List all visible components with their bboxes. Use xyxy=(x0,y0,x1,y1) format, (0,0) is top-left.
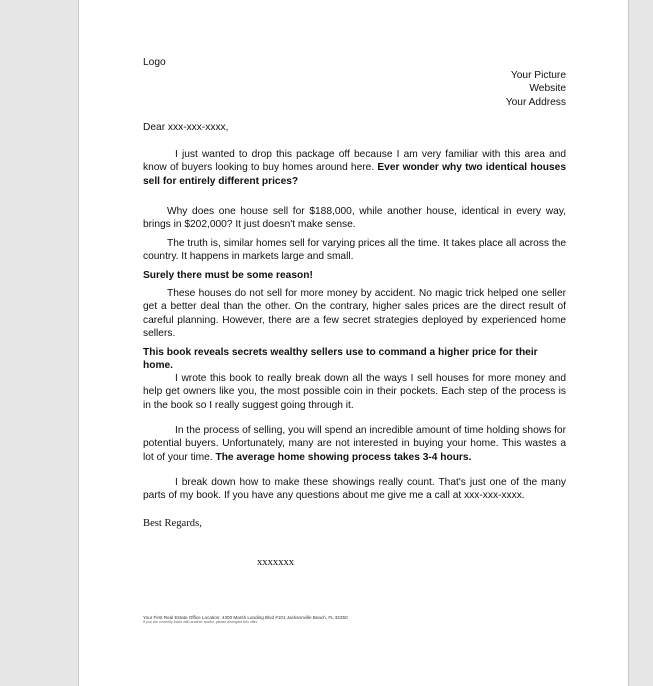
footer-office: Your First Real Estate Office Location: 4300 Marsh Landing Blvd #101 Jacksonville Beach, FL 32250 xyxy=(143,615,348,620)
document-page xyxy=(78,0,629,686)
paragraph-intro xyxy=(143,148,566,188)
paragraph-truth: The truth is, similar homes sell for varying prices all the time. It takes place all across the country. It happens in markets large and small. xyxy=(143,238,566,263)
paragraph-intro-bold: Ever wonder why two identical houses sell for entirely different prices? xyxy=(143,162,567,187)
paragraph-showings-text: In the process of selling, you will spend an incredible amount of time holding shows for potential buyers. Unfortunately, many are not interested in buying your home. This wastes a lot of your time. xyxy=(143,425,566,463)
heading-reason: Surely there must be some reason! xyxy=(143,270,313,281)
sender-picture: Your Picture xyxy=(510,70,566,81)
sender-block xyxy=(143,69,566,109)
paragraph-showings xyxy=(143,424,566,464)
paragraph-book: I wrote this book to really break down all the ways I sell houses for more money and help get owners like you, the most possible coin in their pockets. Each step of the process is in the book so I really suggest going through it. xyxy=(143,373,566,411)
logo-placeholder: Logo xyxy=(143,57,166,68)
paragraph-intro-text: I just wanted to drop this package off because I am very familiar with this area and know of buyers looking to buy homes around here. xyxy=(143,149,566,174)
footer xyxy=(143,615,566,626)
paragraph-strategies: These houses do not sell for more money by accident. No magic trick helped one seller get a better deal than the other. On the contrary, higher sales prices are the direct result of careful planning. However, there are a few secret strategies deployed by experienced home sellers. xyxy=(143,288,566,339)
closing: Best Regards, xyxy=(143,518,202,529)
footer-disclaimer: If you are currently listed with another realtor, please disregard this offer. xyxy=(143,620,258,625)
salutation: Dear xxx-xxx-xxxx, xyxy=(143,122,229,133)
paragraph-showings-bold: The average home showing process takes 3-4 hours. xyxy=(215,451,472,463)
heading-book: This book reveals secrets wealthy sellers use to command a higher price for their home. xyxy=(143,347,538,372)
signature: xxxxxxx xyxy=(257,557,295,568)
sender-address: Your Address xyxy=(505,96,566,108)
paragraph-contact: I break down how to make these showings really count. That's just one of the many parts of my book. If you have any questions about me give me a call at xxx-xxx-xxxx. xyxy=(143,477,566,502)
paragraph-price: Why does one house sell for $188,000, while another house, identical in every way, brings in $202,000? It just doesn't make sense. xyxy=(143,206,566,231)
sender-website: Website xyxy=(529,83,566,95)
